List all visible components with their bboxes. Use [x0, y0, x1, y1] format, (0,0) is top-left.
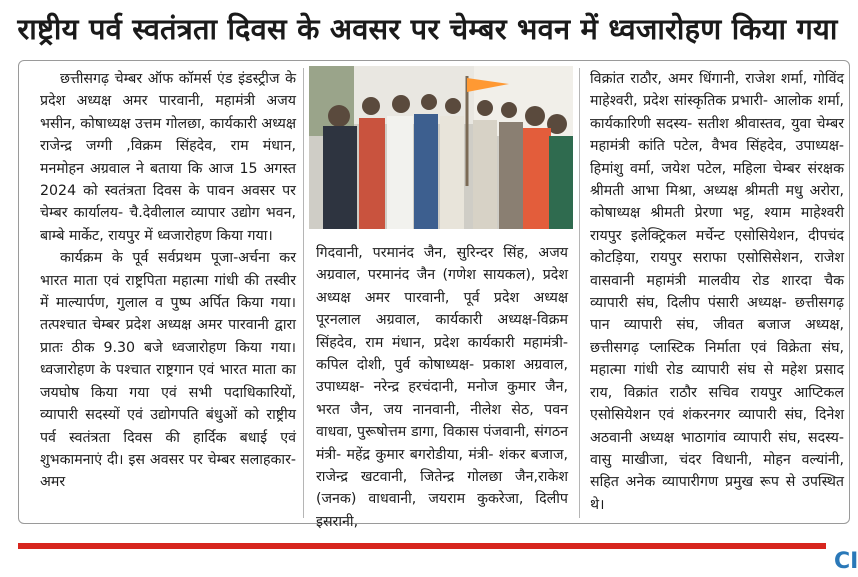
column-divider — [303, 68, 304, 518]
paragraph: विक्रांत राठौर, अमर धिंगानी, राजेश शर्मा, गोविंद माहेश्वरी, प्रदेश सांस्कृतिक प्रभारी- आलोक शर्मा, कार्यकारिणी सदस्य- सतीश श्रीवास्तव, युवा चेम्बर महामंत्री कांति पटेल, वैभव सिंहदेव, उपाध्यक्ष-हिमांशु वर्मा, जयेश पटेल, महिला चेम्बर संरक्षक श्रीमती आभा मिश्रा, अध्यक्ष श्रीमती मधु अरोरा, कोषाध्यक्ष श्रीमती प्रेरणा भट्ट, श्याम माहेश्वरी रायपुर इलेक्ट्रिकल मर्चेन्ट एसोसियेशन, दीपचंद कोटड़िया, रायपुर सराफा एसोसिसेशन, राजेश वासवानी महामंत्री मालवीय रोड शारदा चैक व्यापारी संघ, दिलीप पंसारी अध्यक्ष- छत्तीसगढ़ पान व्यापारी संघ, जीवत बजाज अध्यक्ष, छत्तीसगढ़ प्लास्टिक निर्माता एवं विक्रेता संघ, महात्मा गांधी रोड व्यापारी संघ से महेश प्रसाद राय, विक्रांत राठौर सचिव रायपुर आप्टिकल एसोसियेशन एवं शंकरनगर व्यापारी संघ, दिनेश अठवानी अध्यक्ष भाठागांव व्यापारी संघ, सदस्य-वासु माखीजा, चंदर विधानी, मोहन वल्यांनी, सहित अनेक व्यापारीगण प्रमुख रूप से उपस्थित थे। — [590, 71, 844, 513]
column-divider — [579, 68, 580, 518]
article-column-3 — [590, 68, 844, 516]
article-column-1 — [40, 68, 296, 494]
article-column-2 — [316, 242, 568, 533]
flag-hoisting-photo — [309, 66, 573, 229]
paragraph: छत्तीसगढ़ चेम्बर ऑफ कॉमर्स एंड इंडस्ट्रीज के प्रदेश अध्यक्ष अमर पारवानी, महामंत्री अजय भसीन, कोषाध्यक्ष उत्तम गोलछा, कार्यकारी अध्यक्ष राजेन्द्र जग्गी ,विक्रम सिंहदेव, राम मंधान, मनमोहन अग्रवाल ने बताया कि आज 15 अगस्त 2024 को स्वतंत्रता दिवस के पावन अवसर पर चेम्बर कार्यालय- चै.देवीलाल व्यापार उद्योग भवन, बाम्बे मार्केट, रायपुर में ध्वजारोहण किया गया। — [40, 71, 296, 244]
paragraph: कार्यक्रम के पूर्व सर्वप्रथम पूजा-अर्चना कर भारत माता एवं राष्ट्रपिता महात्मा गांधी की तस्वीर में माल्यार्पण, गुलाल व पुष्प अर्पित किया गया। तत्पश्चात चेम्बर प्रदेश अध्यक्ष अमर पारवानी द्वारा प्रातः ठीक 9.30 बजे ध्वजारोहण किया गया। ध्वजारोहण के पश्चात राष्ट्रगान एवं भारत माता का जयघोष किया गया एवं सभी पदाधिकारियों, व्यापारी सदस्यों एवं उद्योगपति बंधुओं को राष्ट्रीय पर्व स्वतंत्रता दिवस की हार्दिक बधाई एवं शुभकामनाएं दी। इस अवसर पर चेम्बर सलाहकार-अमर — [40, 250, 296, 491]
headline: राष्ट्रीय पर्व स्वतंत्रता दिवस के अवसर पर चेम्बर भवन में ध्वजारोहण किया गया — [17, 12, 838, 46]
corner-badge: CI — [834, 549, 858, 574]
paragraph: गिदवानी, परमानंद जैन, सुरिन्दर सिंह, अजय अग्रवाल, परमानंद जैन (गणेश सायकल), प्रदेश अध्यक्ष अमर पारवानी, पूर्व प्रदेश अध्यक्ष पूरनलाल अग्रवाल, कार्यकारी अध्यक्ष-विक्रम सिंहदेव, राम मंधान, प्रदेश कार्यकारी महामंत्री- कपिल दोशी, पुर्व कोषाध्यक्ष- प्रकाश अग्रवाल, उपाध्यक्ष- नरेन्द्र हरचंदानी, मनोज कुमार जैन, भरत जैन, जय नानवानी, नीलेश सेठ, पवन वाधवा, पुरूषोत्तम डागा, विकास पंजवानी, संगठन मंत्री- महेंद्र कुमार बगरोडीया, मंत्री- शंकर बजाज, राजेन्द्र खटवानी, जितेन्द्र गोलछा जैन,राकेश (जनक) वाधवानी, जयराम कुकरेजा, दिलीप इसरानी, — [316, 245, 568, 530]
event-photo — [309, 66, 573, 229]
footer-red-rule — [18, 543, 826, 549]
